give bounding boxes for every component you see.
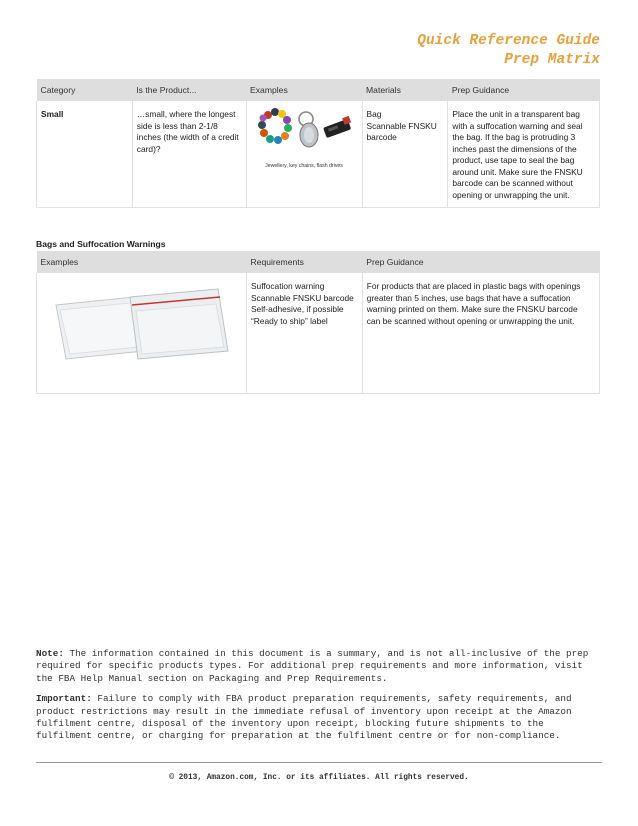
note-text: The information contained in this document is a summary, and is not all-inclusive of the prep required for specific products types. For additional prep requirements and more information, visit the FBA Help Manual section on Packaging and Prep Requirements. [36,648,589,684]
important-paragraph [36,693,602,743]
header-requirements: Requirements [246,251,362,273]
prep-guidance-cell: For products that are placed in plastic bags with openings greater than 5 inches, use bags that have a suffocation warning printed on them. Make sure the FNSKU barcode can be scanned without opening or unwrapping the unit. [362,273,599,394]
flash-drive-icon [323,116,351,138]
header-prep-guidance: Prep Guidance [448,79,600,101]
header-is-product: Is the Product... [132,79,246,101]
guide-subtitle: Prep Matrix [504,52,600,68]
bags-image-cell [37,273,247,394]
prep-matrix-table [36,79,600,208]
materials-cell: Bag Scannable FNSKU barcode [362,101,448,208]
header-materials: Materials [362,79,448,101]
plastic-bags-image [46,277,236,363]
is-product-cell: …small, where the longest side is less than 2-1/8 inches (the width of a credit card)? [132,101,246,208]
category-cell: Small [37,101,133,208]
header-examples: Examples [246,79,362,101]
header-examples: Examples [37,251,247,273]
footer-divider [36,762,602,763]
important-text: Failure to comply with FBA product preparation requirements, safety requirements, and product restrictions may result in the immediate refusal of inventory upon receipt at the Amazon fulfilment centre, disposal of the inventory upon receipt, blocking future shipments to the fulfilment centre, or charging for preparation at the fulfilment centre or for non-compliance. [36,693,572,742]
important-label: Important: [36,693,92,705]
copyright-footer: © 2013, Amazon.com, Inc. or its affiliates. All rights reserved. [169,774,469,782]
note-label: Note: [36,648,64,659]
guide-title: Quick Reference Guide [417,33,600,49]
bags-table [36,251,600,394]
key-chain-icon [299,112,318,147]
section-title: Bags and Suffocation Warnings [36,239,166,249]
ziplock-bag-icon [130,289,228,359]
header-category: Category [37,79,133,101]
prep-guidance-cell: Place the unit in a transparent bag with a suffocation warning and seal the bag. If the bag is protruding 3 inches past the dimensions of the product, use tape to seal the bag around unit. Make sure the FNSKU barcode can be scanned without opening or unwrapping the unit. [448,101,600,208]
note-paragraph [36,648,602,685]
table-row [37,273,600,394]
examples-cell [246,101,362,208]
table-header-row [37,79,600,101]
small-items-image [254,105,354,155]
table-row [37,101,600,208]
bead-bracelet-icon [258,108,292,144]
examples-caption: Jewellery, key chains, flash drives [265,162,343,169]
header-prep-guidance: Prep Guidance [362,251,599,273]
requirements-cell: Suffocation warning Scannable FNSKU barcode Self-adhesive, if possible “Ready to ship” label [246,273,362,394]
notes-section [36,648,602,751]
table-header-row [37,251,600,273]
guide-header [417,32,600,70]
